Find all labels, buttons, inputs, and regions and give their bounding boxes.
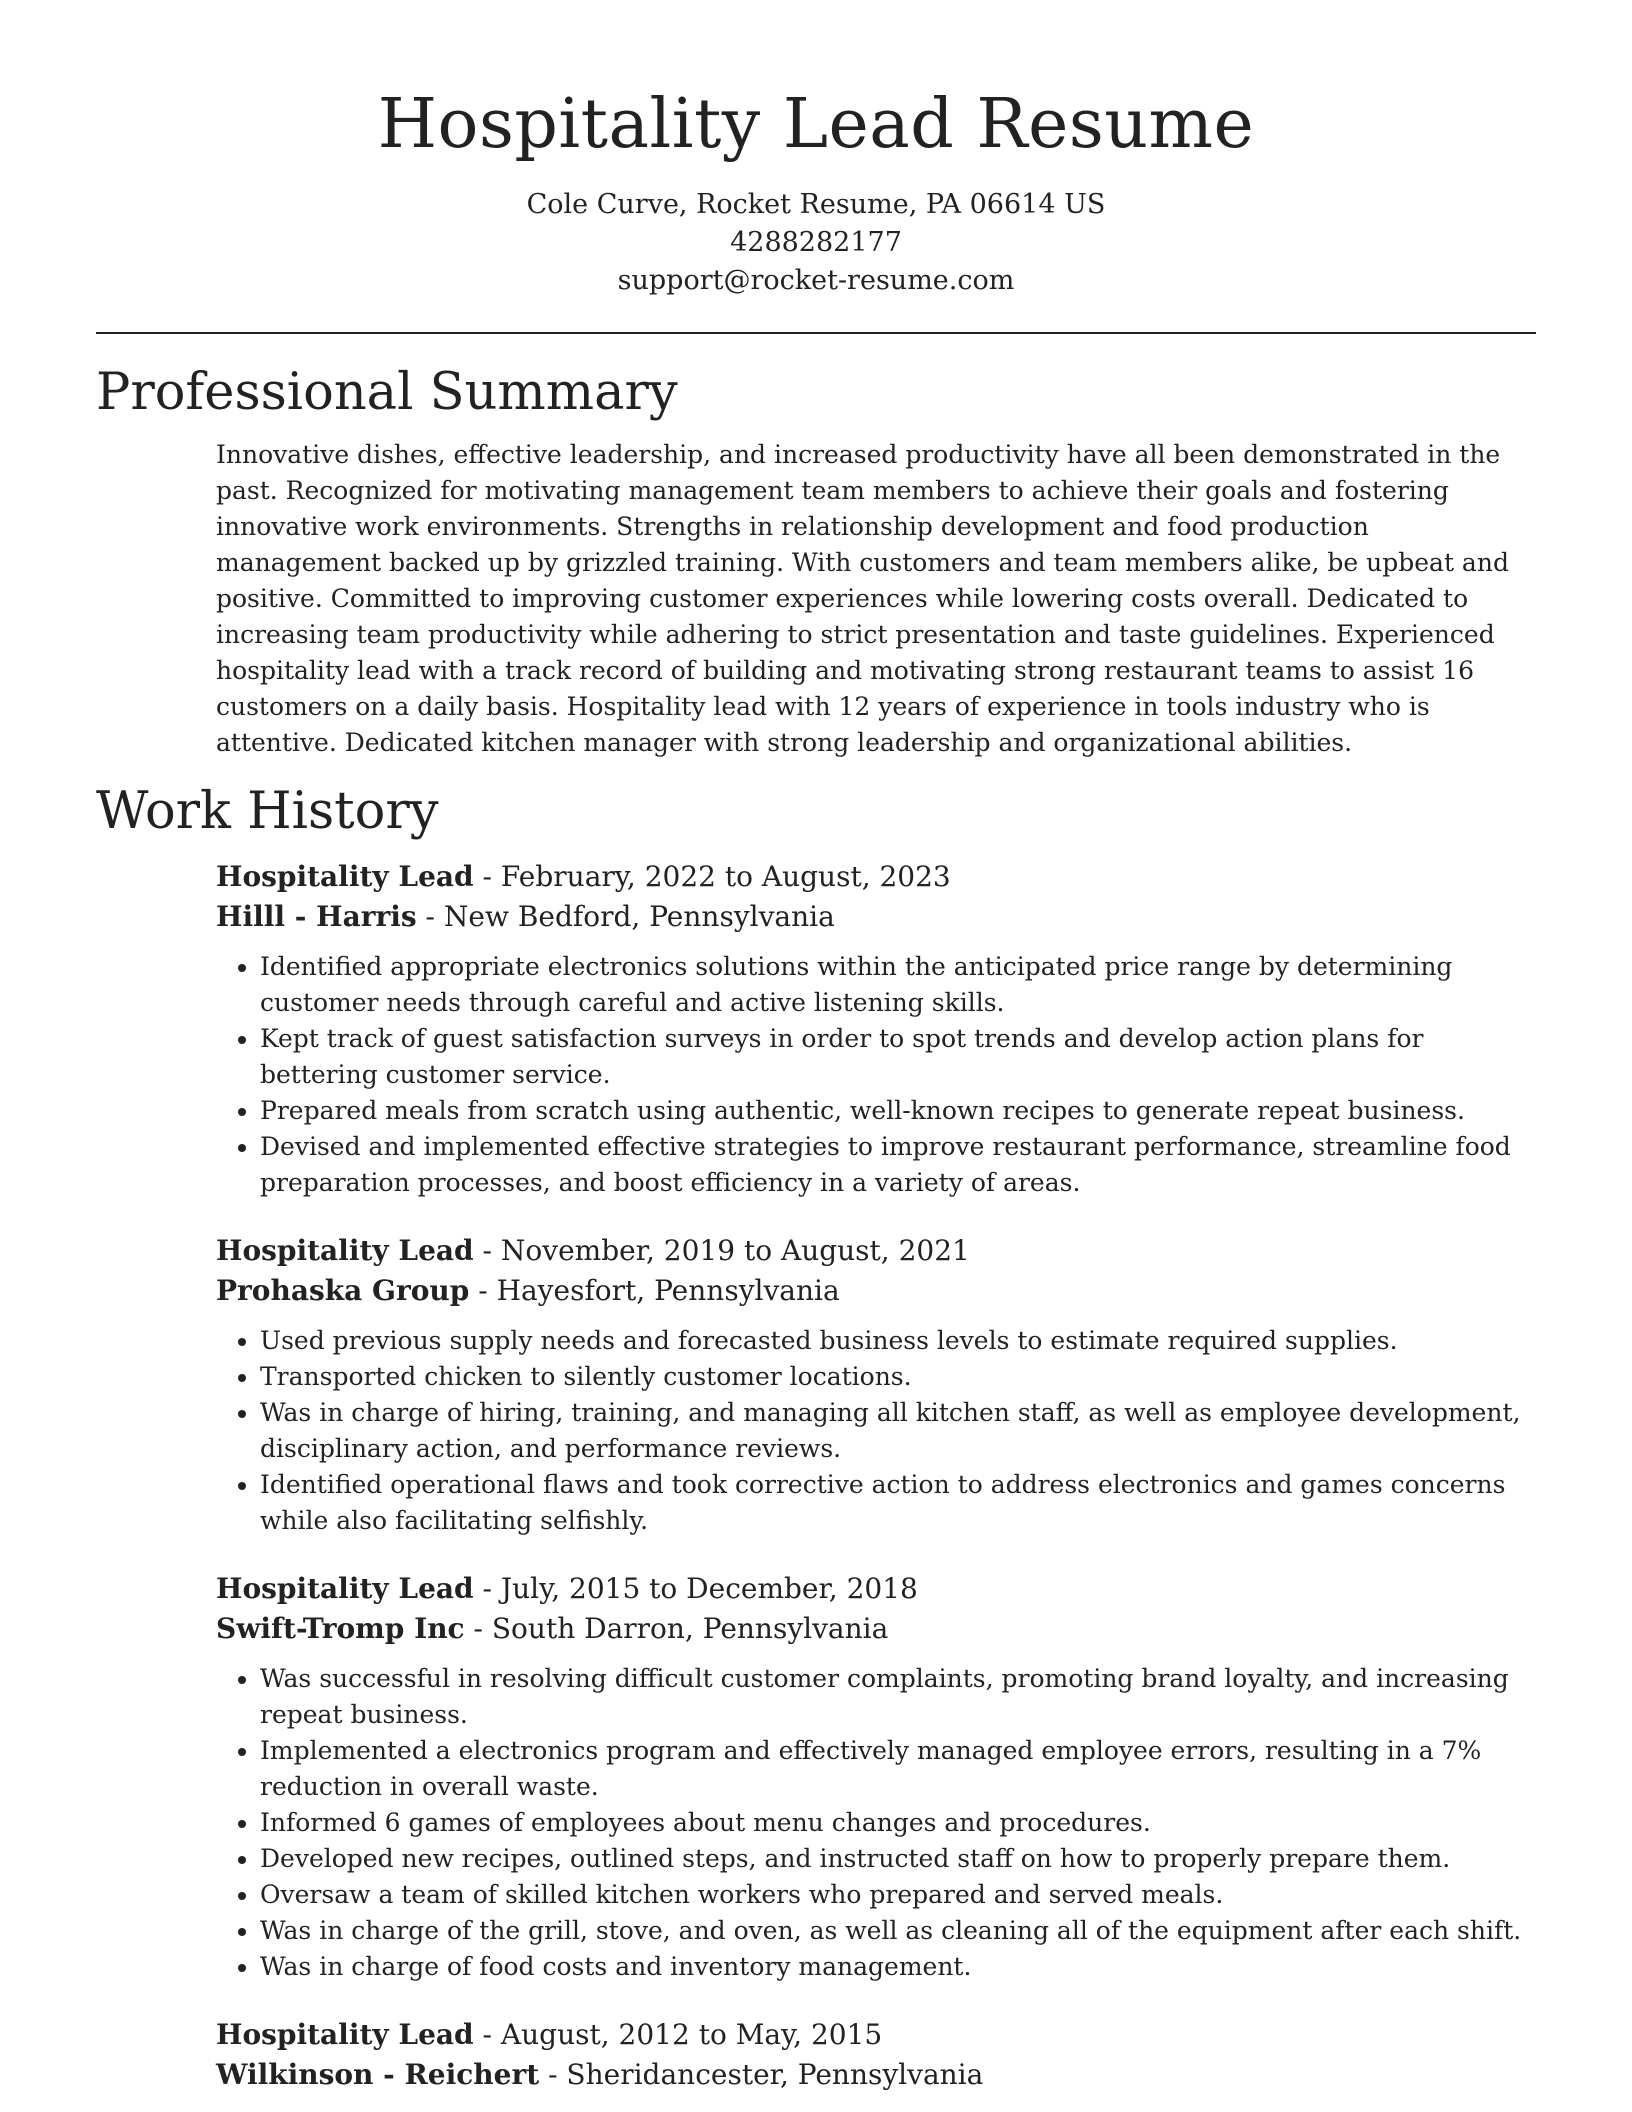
job-bullet: • Identified appropriate electronics solutions within the anticipated price range by determining customer needs through careful and active listening skills.: [260, 949, 1536, 1021]
job-position: Hospitality Lead: [216, 1233, 474, 1267]
header-divider: [96, 332, 1536, 334]
job-company-line: [216, 1609, 1536, 1649]
job-bullet: • Transported chicken to silently customer locations.: [260, 1359, 1536, 1395]
job-bullet-list: [216, 1323, 1536, 1539]
email-address: support@rocket-resume.com: [617, 265, 1015, 297]
job-bullet: • Kept track of guest satisfaction surveys in order to spot trends and develop action plans for bettering customer service.: [260, 1021, 1536, 1093]
job-position: Hospitality Lead: [216, 1571, 474, 1605]
job-position: Hospitality Lead: [216, 859, 474, 893]
job-company: Swift-Tromp Inc: [216, 1611, 465, 1645]
job-dates: - July, 2015 to December, 2018: [473, 1571, 918, 1605]
job-entry: [216, 1231, 1536, 1539]
job-company-line: [216, 2055, 1536, 2095]
work-history-section: [96, 781, 1536, 2094]
job-bullet-list: [216, 949, 1536, 1201]
professional-summary-text: Innovative dishes, effective leadership, and increased productivity have all been demonstrated in the past. Recognized for motivating management team members to achieve their goals and fostering innovative work environments. Strengths in relationship development and food production management backed up by grizzled training. With customers and team members alike, be upbeat and positive. Committed to improving customer experiences while lowering costs overall. Dedicated to increasing team productivity while adhering to strict presentation and taste guidelines. Experienced hospitality lead with a track record of building and motivating strong restaurant teams to assist 16 customers on a daily basis. Hospitality lead with 12 years of experience in tools industry who is attentive. Dedicated kitchen manager with strong leadership and organizational abilities.: [216, 440, 1509, 758]
resume-header: [96, 86, 1536, 300]
job-bullet: • Was in charge of the grill, stove, and oven, as well as cleaning all of the equipment after each shift.: [260, 1913, 1536, 1949]
job-location: - Hayesfort, Pennsylvania: [469, 1273, 840, 1307]
address: Cole Curve, Rocket Resume, PA 06614 US: [526, 189, 1106, 221]
job-location: - South Darron, Pennsylvania: [464, 1611, 889, 1645]
phone-number: 4288282177: [730, 227, 902, 259]
job-bullet-list: [216, 1661, 1536, 1985]
job-bullet: • Implemented a electronics program and effectively managed employee errors, resulting in a 7% reduction in overall waste.: [260, 1733, 1536, 1805]
job-title-line: [216, 1569, 1536, 1609]
job-bullet: • Was in charge of hiring, training, and managing all kitchen staff, as well as employee development, disciplinary action, and performance reviews.: [260, 1395, 1536, 1467]
job-company-line: [216, 897, 1536, 937]
work-history-heading: Work History: [96, 782, 439, 842]
job-company-line: [216, 1271, 1536, 1311]
job-bullet: • Developed new recipes, outlined steps, and instructed staff on how to properly prepare them.: [260, 1841, 1536, 1877]
job-position: Hospitality Lead: [216, 2017, 474, 2051]
job-location: - New Bedford, Pennsylvania: [416, 899, 835, 933]
job-dates: - August, 2012 to May, 2015: [473, 2017, 883, 2051]
job-title-line: [216, 1231, 1536, 1271]
work-history-list: [216, 857, 1536, 2095]
job-bullet: • Identified operational flaws and took corrective action to address electronics and games concerns while also facilitating selfishly.: [260, 1467, 1536, 1539]
resume-title: Hospitality Lead Resume: [377, 85, 1255, 164]
professional-summary-heading: Professional Summary: [96, 363, 678, 423]
job-bullet: • Oversaw a team of skilled kitchen workers who prepared and served meals.: [260, 1877, 1536, 1913]
job-bullet: • Used previous supply needs and forecasted business levels to estimate required supplies.: [260, 1323, 1536, 1359]
job-location: - Sheridancester, Pennsylvania: [539, 2057, 984, 2091]
job-entry: [216, 857, 1536, 1201]
professional-summary-section: [96, 362, 1536, 761]
job-dates: - November, 2019 to August, 2021: [473, 1233, 970, 1267]
job-bullet: • Informed 6 games of employees about menu changes and procedures.: [260, 1805, 1536, 1841]
job-title-line: [216, 857, 1536, 897]
job-entry: [216, 1569, 1536, 1985]
job-title-line: [216, 2015, 1536, 2055]
job-bullet: • Devised and implemented effective strategies to improve restaurant performance, streamline food preparation processes, and boost efficiency in a variety of areas.: [260, 1129, 1536, 1201]
job-bullet: • Prepared meals from scratch using authentic, well-known recipes to generate repeat business.: [260, 1093, 1536, 1129]
job-bullet: • Was successful in resolving difficult customer complaints, promoting brand loyalty, and increasing repeat business.: [260, 1661, 1536, 1733]
job-bullet: • Was in charge of food costs and inventory management.: [260, 1949, 1536, 1985]
job-company: Wilkinson - Reichert: [216, 2057, 540, 2091]
job-dates: - February, 2022 to August, 2023: [473, 859, 951, 893]
job-entry: [216, 2015, 1536, 2095]
job-company: Hilll - Harris: [216, 899, 417, 933]
job-company: Prohaska Group: [216, 1273, 470, 1307]
